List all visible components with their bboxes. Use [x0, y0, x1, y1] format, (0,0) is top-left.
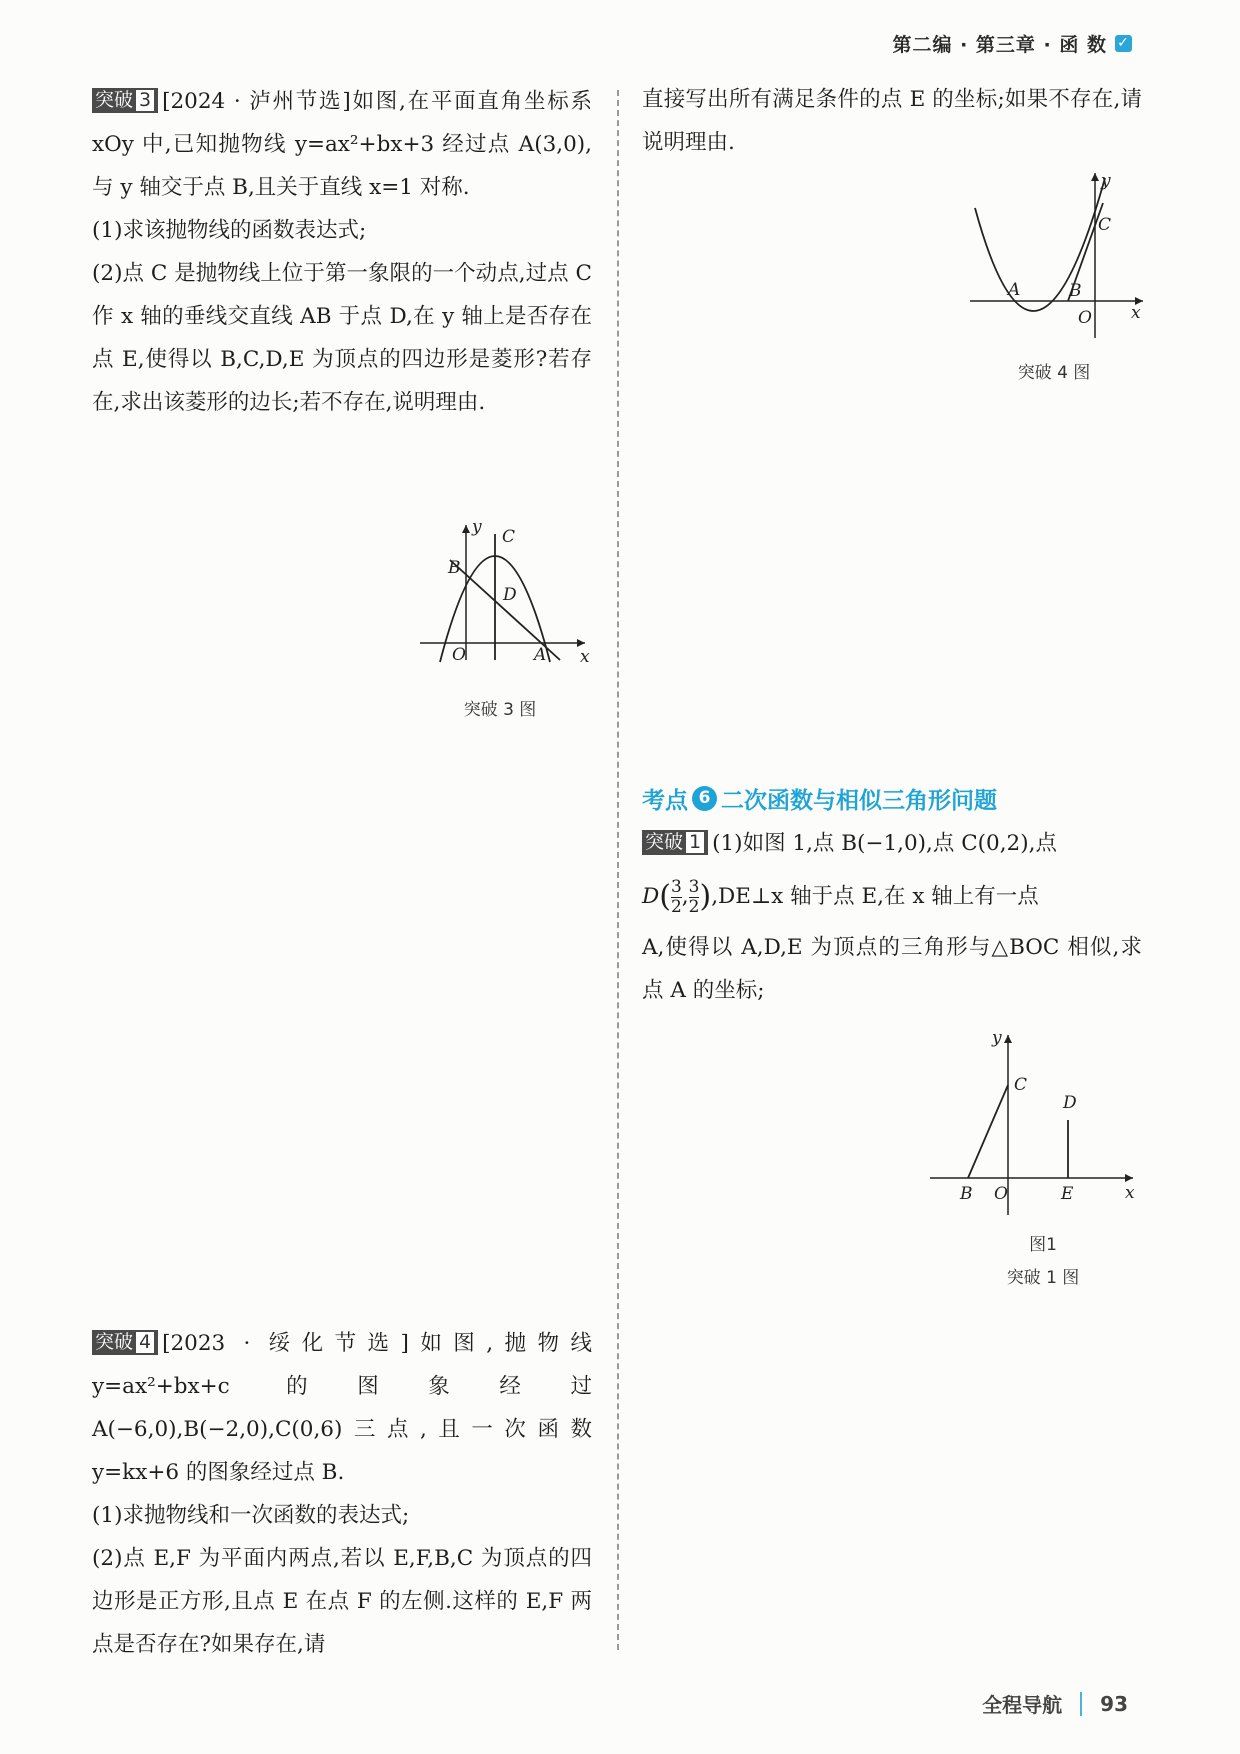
label-y: y — [992, 1030, 1002, 1048]
problem-tag: 突破 3 — [92, 88, 158, 113]
problem-4-continuation: 直接写出所有满足条件的点 E 的坐标;如果不存在,请说明理由. — [642, 87, 1142, 155]
label-A: A — [534, 645, 547, 665]
figure-4-caption: 突破 4 图 — [1017, 363, 1091, 383]
page-footer — [982, 1689, 1128, 1718]
label-x: x — [1125, 1183, 1135, 1203]
problem-tag: 突破 1 — [642, 830, 708, 855]
problem-1-line-2: D( $\frac{3}{2}$ , $\frac{3}{2}$ ),DE⊥x 轴于点 E,在 x 轴上有一点 — [642, 876, 1039, 917]
label-B: B — [448, 558, 461, 578]
label-O: O — [452, 645, 466, 665]
label-y: y — [472, 520, 482, 537]
column-divider — [617, 90, 619, 1650]
label-A: A — [1008, 280, 1021, 300]
checkmark-icon: ✓ — [1115, 35, 1132, 52]
problem-tag: 突破 4 — [92, 1330, 158, 1355]
label-B: B — [1069, 281, 1082, 301]
breadcrumb: 第二编 · 第三章 · 函 数 — [892, 34, 1107, 56]
figure-3-caption: 突破 3 图 — [463, 700, 537, 720]
figure-1-label: 图1 — [1029, 1235, 1057, 1255]
label-x: x — [1131, 303, 1141, 323]
page-header — [892, 30, 1132, 57]
fraction: $\frac{3}{2}$ — [670, 876, 682, 917]
problem-3-question-1: (1)求该抛物线的函数表达式; — [92, 218, 367, 243]
problem-1-line-3: A,使得以 A,D,E 为顶点的三角形与△BOC 相似,求点 A 的坐标; — [642, 935, 1142, 1003]
problem-3-statement: 突破 3 [2024 · 泸州节选]如图,在平面直角坐标系 xOy 中,已知抛物线 y=ax²+bx+3 经过点 A(3,0),与 y 轴交于点 B,且关于直线 x=1 对称. — [92, 89, 592, 200]
figure-problem-4 — [965, 168, 1145, 343]
label-O: O — [1078, 308, 1092, 328]
problem-3 — [92, 80, 592, 424]
label-C: C — [1014, 1075, 1028, 1095]
problem-1-line-1: 突破 1 (1)如图 1,点 B(−1,0),点 C(0,2),点 — [642, 820, 1142, 868]
label-C: C — [1098, 215, 1112, 235]
page-number: 93 — [1100, 1691, 1128, 1716]
fraction: $\frac{3}{2}$ — [688, 876, 700, 917]
figure-problem-3 — [410, 520, 590, 670]
footer-brand: 全程导航 — [982, 1693, 1063, 1717]
label-E: E — [1061, 1184, 1074, 1204]
label-y: y — [1101, 171, 1111, 191]
problem-3-question-2: (2)点 C 是抛物线上位于第一象限的一个动点,过点 C 作 x 轴的垂线交直线 AB 于点 D,在 y 轴上是否存在点 E,使得以 B,C,D,E 为顶点的四边形是菱形?若存在,求出该菱形的边长;若不存在,说明理由. — [92, 261, 592, 415]
label-D: D — [503, 585, 517, 605]
label-O: O — [994, 1184, 1008, 1204]
problem-4-question-1: (1)求抛物线和一次函数的表达式; — [92, 1503, 410, 1528]
problem-4-statement: 突破 4 [2023 · 绥化节选]如图,抛物线 y=ax²+bx+c 的图象经过 A(−6,0),B(−2,0),C(0,6)三点,且一次函数 y=kx+6 的图象经过点 B. — [92, 1331, 592, 1485]
problem-4-question-2: (2)点 E,F 为平面内两点,若以 E,F,B,C 为顶点的四边形是正方形,且点 E 在点 F 的左侧.这样的 E,F 两点是否存在?如果存在,请 — [92, 1546, 592, 1657]
label-C: C — [502, 527, 516, 547]
label-x: x — [580, 647, 590, 667]
section-6-title: 考点 6 二次函数与相似三角形问题 — [642, 788, 997, 814]
problem-1 — [642, 820, 1142, 1012]
label-D: D — [1063, 1093, 1077, 1113]
section-number: 6 — [692, 786, 717, 811]
figure-problem-1 — [928, 1030, 1138, 1220]
footer-separator — [1080, 1692, 1082, 1716]
figure-1-caption: 突破 1 图 — [1006, 1268, 1080, 1288]
problem-4 — [92, 1322, 592, 1666]
label-B: B — [960, 1184, 973, 1204]
